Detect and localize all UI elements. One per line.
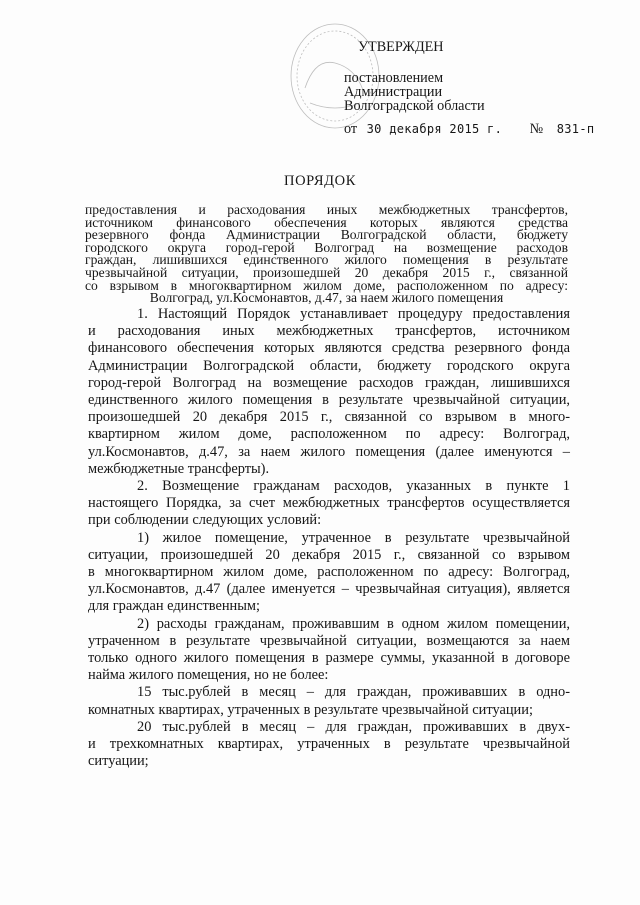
text-line: Администрации Волгоградской области, бюджету городского округа [88, 357, 570, 374]
approval-line-region: Волгоградской области [344, 98, 485, 114]
text-line: межбюджетные трансферты). [88, 460, 270, 477]
text-line: 20 тыс.рублей в месяц – для граждан, проживавших в двух- [137, 718, 570, 735]
text-line: настоящего Порядка, за счет межбюджетных трансфертов осуществляется [88, 495, 570, 512]
text-line: только одного жилого помещения в размере суммы, указанной в договоре [88, 650, 570, 667]
text-line: ул.Космонавтов, д.47, за наем жилого помещения (далее именуются – [88, 443, 570, 460]
approved-heading: УТВЕРЖДЕН [358, 39, 444, 55]
text-line: 1) жилое помещение, утраченное в результате чрезвычайной [137, 529, 570, 546]
number-sign: № [529, 121, 544, 137]
paragraph-condition-2 [88, 616, 570, 685]
subtitle-line: резервного фонда Администрации Волгоградской области, бюджету [85, 227, 568, 243]
text-line: 15 тыс.рублей в месяц – для граждан, проживавших в одно- [137, 684, 570, 701]
subtitle-line: предоставления и расходования иных межбюджетных трансфертов, [85, 202, 568, 217]
text-line: 2. Возмещение гражданам расходов, указанных в пункте 1 [137, 478, 570, 495]
text-line: утраченном в результате чрезвычайной ситуации, возмещаются за наем [88, 632, 570, 649]
subtitle-line: чрезвычайной ситуации, произошедшей 20 декабря 2015 г., связанной [85, 264, 568, 280]
text-line: единственного жилого помещения в результате чрезвычайной ситуации, [88, 392, 570, 409]
subtitle-line: Волгоград, ул.Космонавтов, д.47, за наем жилого помещения [149, 290, 504, 306]
approval-date-line [344, 122, 594, 136]
text-line: ул.Космонавтов, д.47 (далее именуется – чрезвычайная ситуация), является [88, 581, 570, 598]
approval-date: 30 декабря 2015 г. [366, 122, 503, 136]
text-line: ситуации, произошедшей 20 декабря 2015 г., связанной со взрывом [88, 546, 570, 563]
paragraph-limit-one-room [88, 684, 570, 718]
date-prefix: от [344, 121, 358, 137]
subtitle-line: городского округа город-герой Волгоград на возмещение расходов [85, 239, 568, 255]
subtitle-line: со взрывом в многоквартирном жилом доме, расположенном по адресу: [85, 277, 568, 293]
text-line: квартирном жилом доме, расположенном по адресу: Волгоград, [88, 426, 570, 443]
document-subtitle [85, 204, 568, 305]
text-line: 2) расходы гражданам, проживавшим в одном жилом помещении, [137, 615, 570, 632]
text-line: при соблюдении следующих условий: [88, 512, 322, 529]
approval-line-administration: Администрации [344, 84, 443, 100]
paragraph-2 [88, 478, 570, 530]
text-line: город-герой Волгоград на возмещение расходов граждан, лишившихся [88, 374, 570, 391]
text-line: для граждан единственным; [88, 598, 261, 615]
paragraph-1 [88, 306, 570, 478]
document-title: ПОРЯДОК [284, 173, 356, 189]
paragraph-limit-two-three-room [88, 719, 570, 771]
text-line: и расходования иных межбюджетных трансфертов, источником [88, 323, 570, 340]
text-line: ситуации; [88, 753, 149, 770]
text-line: комнатных квартирах, утраченных в результате чрезвычайной ситуации; [88, 701, 533, 718]
approval-line-resolution: постановлением [344, 70, 444, 86]
text-line: произошедшей 20 декабря 2015 г., связанной со взрывом в много- [88, 409, 570, 426]
document-body [88, 306, 570, 770]
text-line: найма жилого помещения, но не более: [88, 667, 329, 684]
subtitle-line: источником финансового обеспечения которых являются средства [85, 214, 568, 230]
approval-number: 831-п [556, 122, 595, 136]
paragraph-condition-1 [88, 530, 570, 616]
subtitle-line: граждан, лишившихся единственного жилого помещения в результате [85, 252, 568, 268]
text-line: в многоквартирном жилом доме, расположенном по адресу: Волгоград, [88, 564, 570, 581]
text-line: и трехкомнатных квартирах, утраченных в результате чрезвычайной [88, 736, 570, 753]
text-line: финансового обеспечения которых являются средства резервного фонда [88, 340, 570, 357]
text-line: 1. Настоящий Порядок устанавливает процедуру предоставления [137, 306, 570, 322]
